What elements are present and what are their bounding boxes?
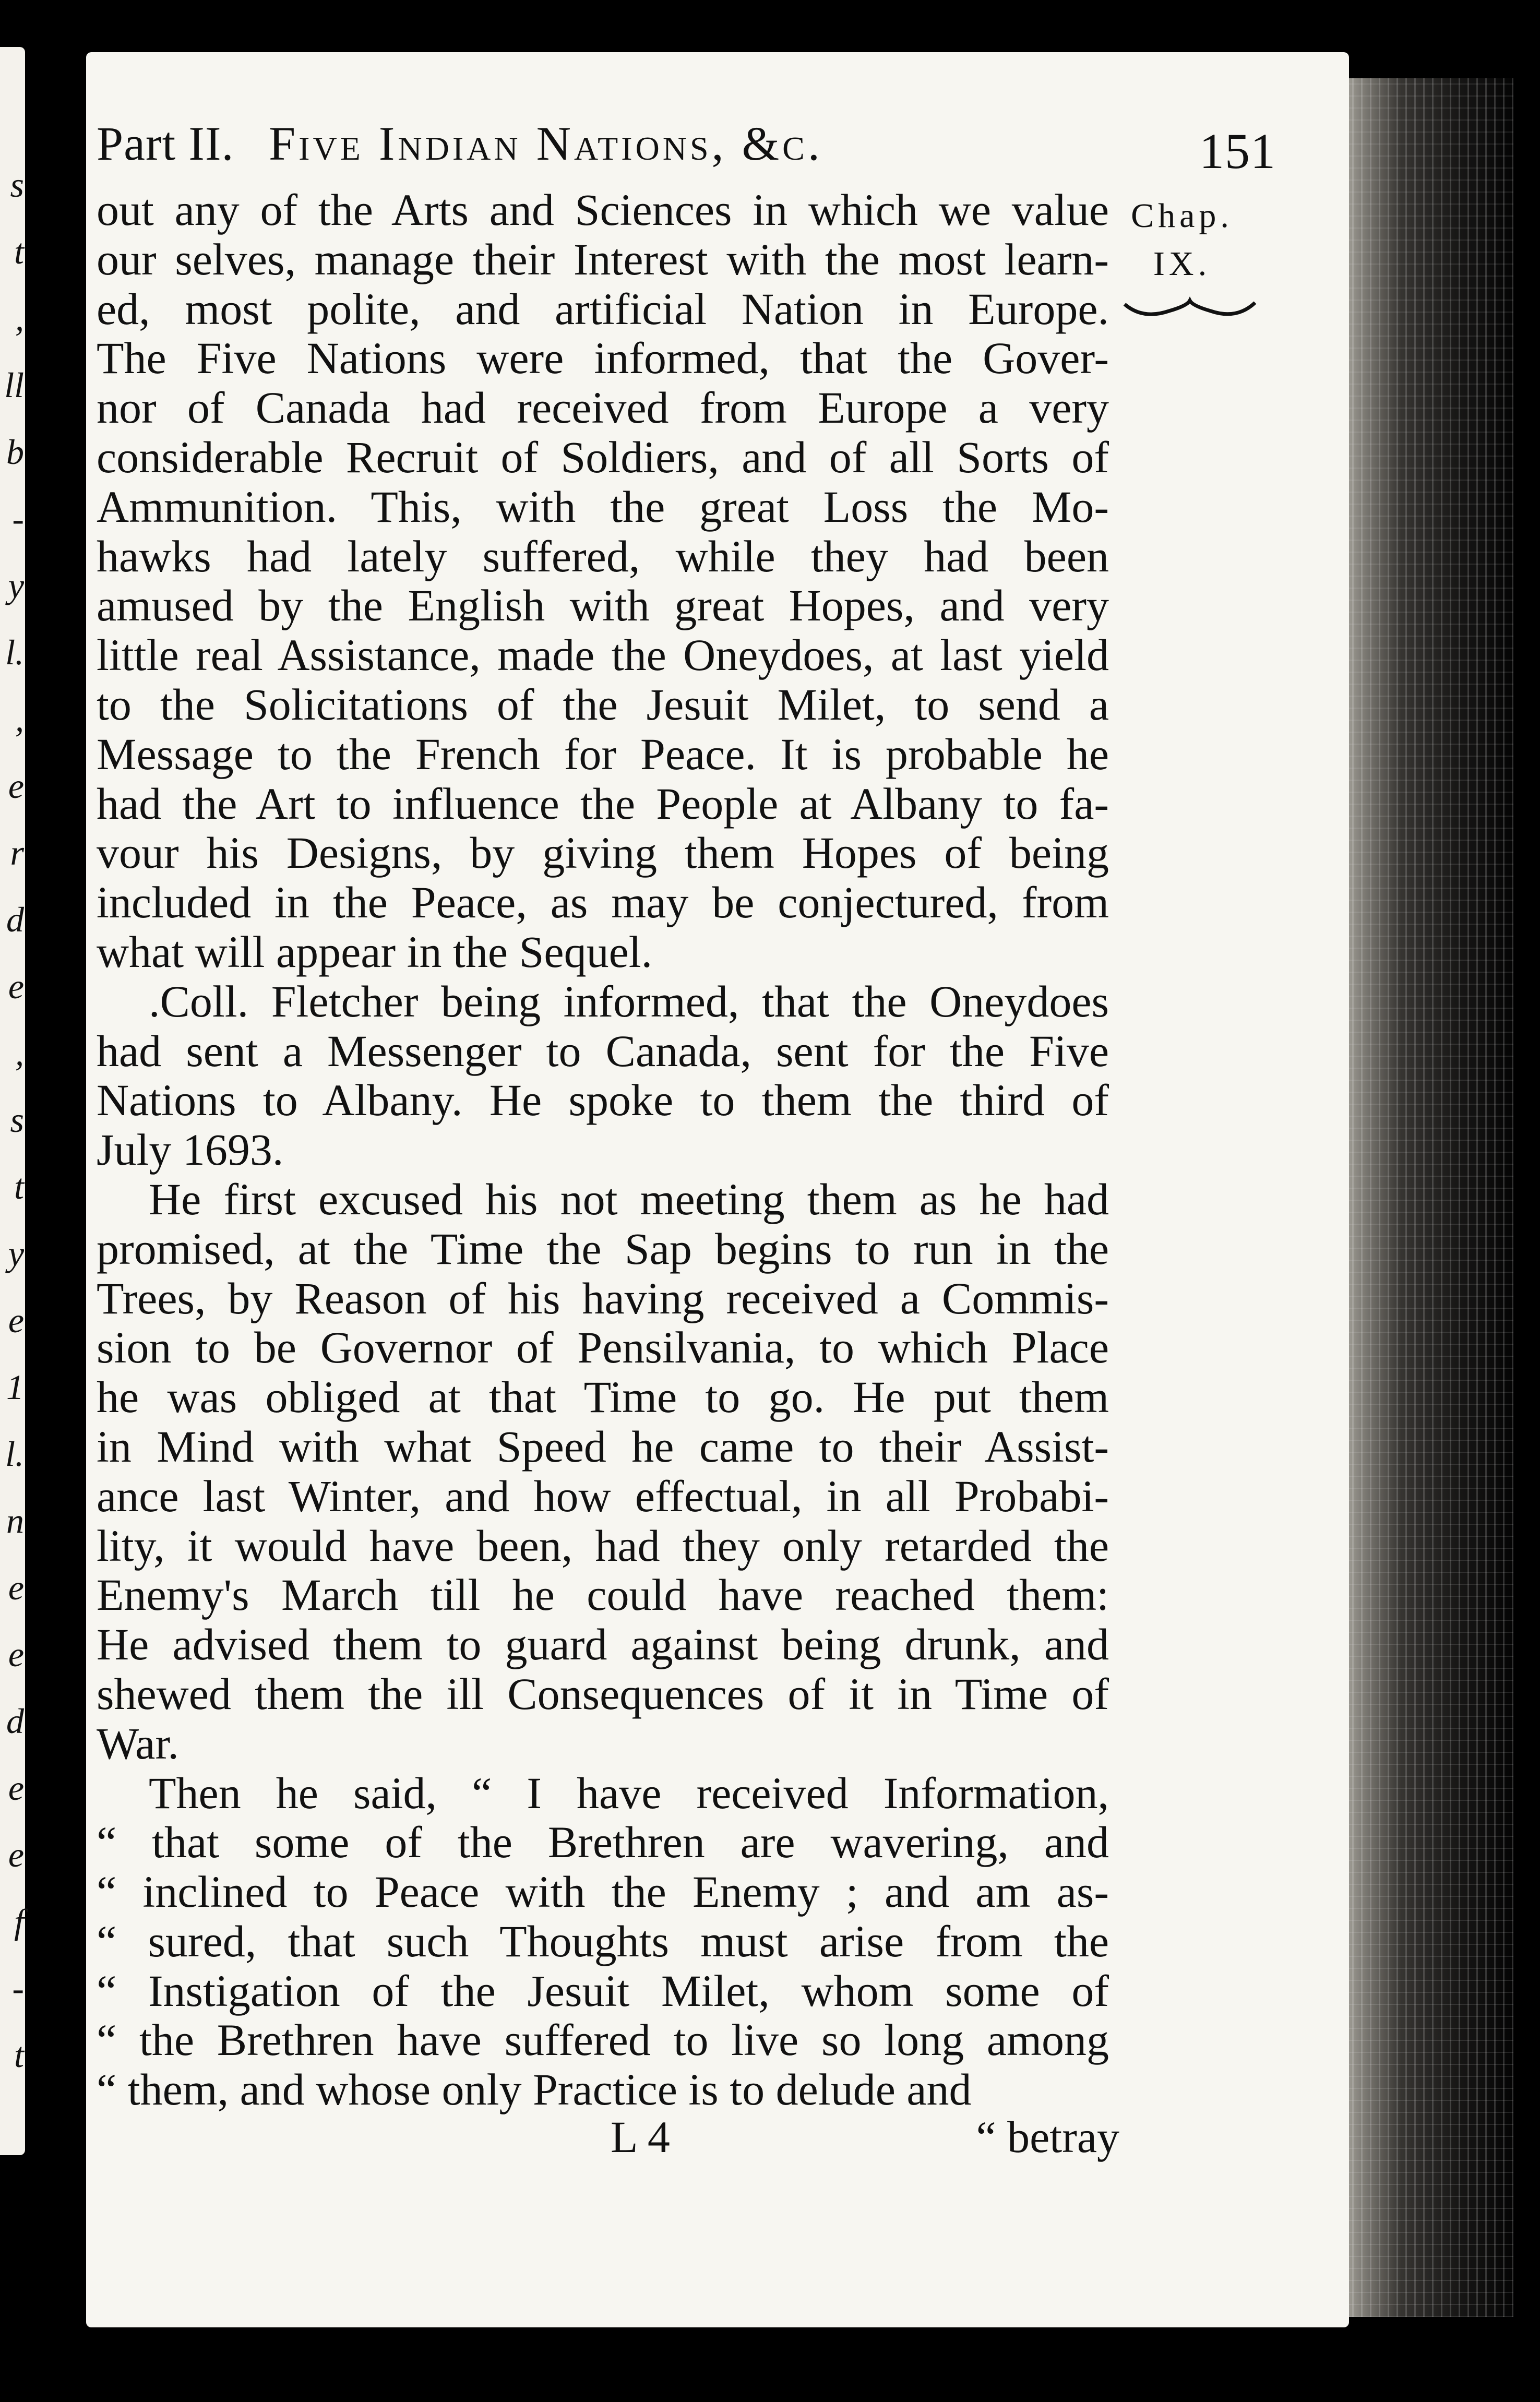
facing-page-fragment: y [8,566,24,605]
text-line: to the Solicitations of the Jesuit Milet, to send a [97,679,1109,730]
facing-page-fragment: d [6,1701,24,1741]
text-line: shewed them the ill Consequences of it in Time of [97,1668,1109,1719]
text-line: Ammunition. This, with the great Loss the Mo- [97,481,1109,532]
text-line: .Coll. Fletcher being informed, that the Oneydoes [149,976,1109,1026]
text-line: our selves, manage their Interest with the most learn- [97,234,1109,284]
facing-page-fragment: y [8,1234,24,1273]
facing-page-fragment: n [6,1501,24,1540]
facing-page-fragment: t [14,232,24,271]
text-line: He advised them to guard against being drunk, and [97,1619,1109,1670]
text-line: “ inclined to Peace with the Enemy ; and am as- [97,1867,1109,1917]
page-edge-shadow [1326,78,1513,2317]
text-line: ance last Winter, and how effectual, in all Probabi- [97,1471,1109,1521]
text-line: out any of the Arts and Sciences in which we value [97,185,1109,235]
text-line: “ Instigation of the Jesuit Milet, whom some of [97,1965,1109,2016]
header-part: Part II. [97,117,234,170]
facing-page-fragment: - [12,499,24,539]
text-line: sion to be Governor of Pensilvania, to which Place [97,1322,1109,1373]
text-line: in Mind with what Speed he came to their Assist- [97,1421,1109,1472]
page-number: 151 [1199,123,1276,179]
text-line: “ them, and whose only Practice is to delude and [97,2064,972,2115]
facing-page-fragment: t [14,2035,24,2075]
facing-page-fragment: e [8,1768,24,1808]
text-line: “ that some of the Brethren are wavering, and [97,1817,1109,1868]
text-line: had sent a Messenger to Canada, sent for the Five [97,1025,1109,1076]
text-line: he was obliged at that Time to go. He put them [97,1372,1109,1423]
page-footer [97,2111,1119,2163]
text-line: ed, most polite, and artificial Nation in Europe. [97,283,1109,334]
facing-page-fragment: e [8,766,24,806]
facing-page-fragment: ll [4,365,24,405]
facing-page-fragment: d [6,900,24,939]
facing-page-fragment: e [8,1835,24,1874]
text-line: “ the Brethren have suffered to live so long among [97,2015,1109,2065]
facing-page-fragment: , [15,699,24,739]
text-line: included in the Peace, as may be conjectured, from [97,877,1109,928]
chapter-label: Chap. [1131,197,1233,235]
facing-page-fragment: r [10,833,24,873]
facing-page-fragment: e [8,966,24,1006]
text-line: “ sured, that such Thoughts must arise from the [97,1916,1109,1966]
text-line: Then he said, “ I have received Information, [149,1767,1109,1818]
text-line: Message to the French for Peace. It is probable he [97,728,1109,779]
catchword: “ betray [976,2112,1119,2162]
facing-page-fragment: e [8,1634,24,1674]
text-line: little real Assistance, made the Oneydoes, at last yield [97,630,1109,680]
text-line: He first excused his not meeting them as he had [149,1174,1109,1224]
text-line: Trees, by Reason of his having received a Commis- [97,1273,1109,1323]
text-line: The Five Nations were informed, that the Gover- [97,333,1109,384]
facing-page-fragment: t [14,1167,24,1206]
text-line: amused by the English with great Hopes, and very [97,580,1109,631]
text-line: War. [97,1718,179,1768]
text-line: promised, at the Time the Sap begins to run in the [97,1223,1109,1274]
facing-page-fragment: , [15,298,24,338]
text-line: Nations to Albany. He spoke to them the third of [97,1075,1109,1126]
facing-page-fragment: f [14,1902,24,1941]
facing-page-fragment: - [12,1968,24,2008]
text-line: Enemy's March till he could have reached them: [97,1570,1109,1620]
text-line: lity, it would have been, had they only retarded the [97,1520,1109,1571]
facing-page-fragment: , [15,1033,24,1073]
text-line: nor of Canada had received from Europe a very [97,383,1109,433]
text-line: July 1693. [97,1125,284,1175]
body-text [97,185,1109,2114]
facing-page-fragment: e [8,1300,24,1340]
facing-page-fragment: l. [5,632,24,672]
header-title: Five Indian Nations, &c. [269,117,823,170]
text-line: vour his Designs, by giving them Hopes of being [97,828,1109,878]
signature-mark: L 4 [611,2112,670,2162]
text-line: had the Art to influence the People at Albany to fa- [97,778,1109,829]
facing-page-edge [0,47,25,2155]
facing-page-fragment: b [6,432,24,472]
running-header [97,111,1281,189]
text-line: what will appear in the Sequel. [97,926,653,977]
facing-page-fragment: l. [5,1434,24,1474]
facing-page-fragment: 1 [6,1367,24,1407]
facing-page-fragment: s [10,165,24,205]
facing-page-fragment: e [8,1568,24,1607]
facing-page-fragment: s [10,1100,24,1140]
chapter-number: IX. [1153,245,1211,283]
text-line: hawks had lately suffered, while they had been [97,531,1109,581]
chapter-margin-note [1099,192,1266,288]
text-line: considerable Recruit of Soldiers, and of all Sorts of [97,432,1109,482]
chapter-brace-ornament [1122,296,1258,322]
